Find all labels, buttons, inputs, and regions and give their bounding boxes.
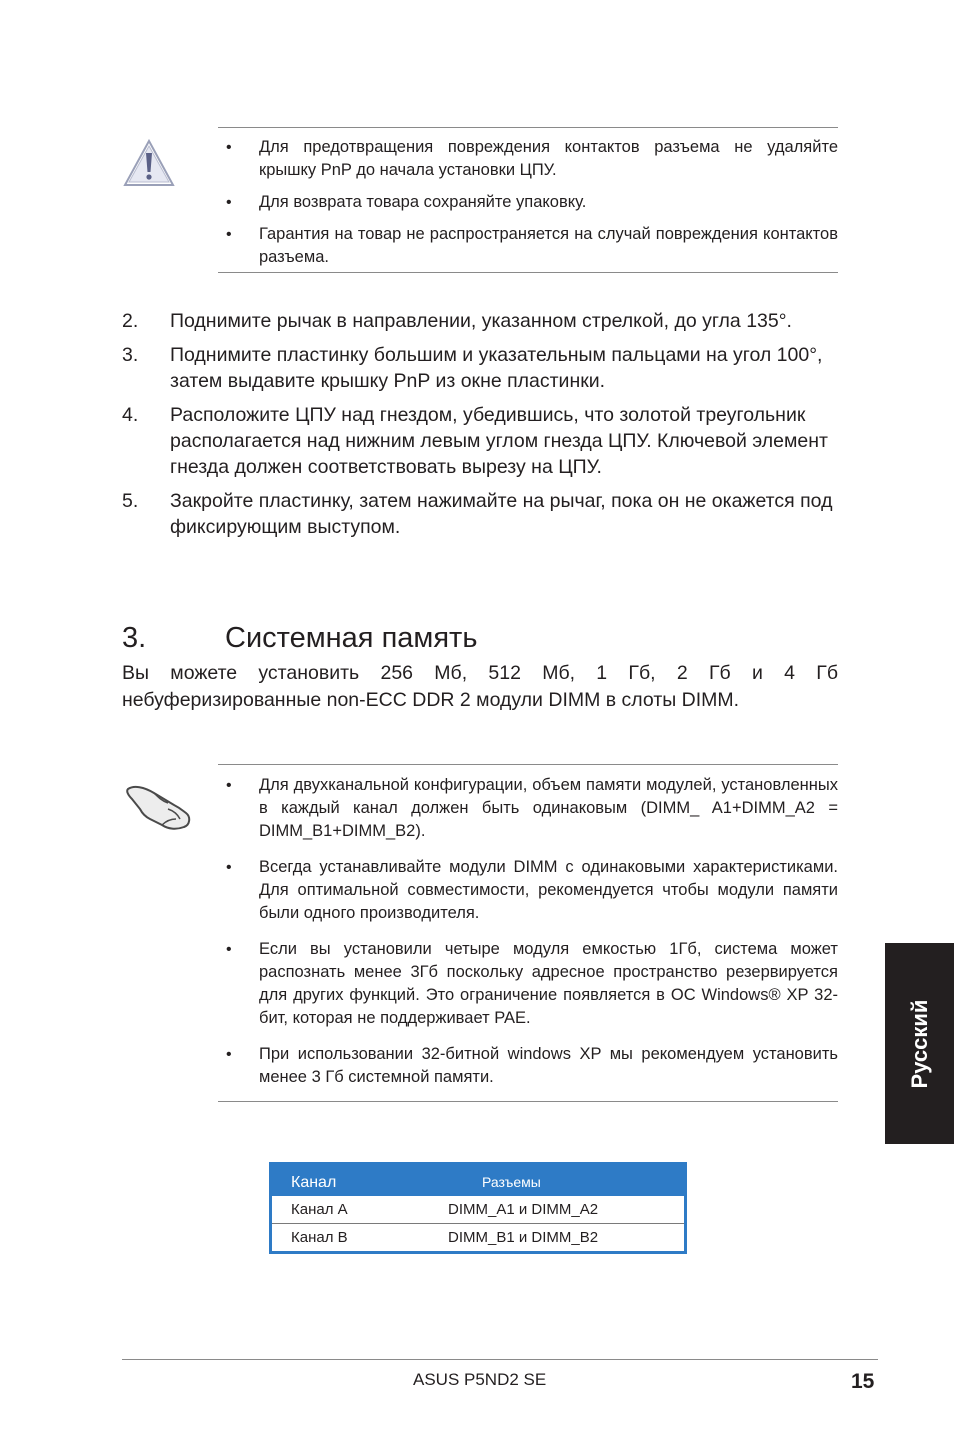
- table-cell: DIMM_A1 и DIMM_A2: [448, 1201, 599, 1218]
- table-row: [272, 1196, 684, 1223]
- intro-line: небуферизированные non-ECC DDR 2 модули DIMM в слоты DIMM.: [122, 689, 740, 711]
- section-title: Системная память: [225, 622, 478, 654]
- page-number: 15: [851, 1370, 875, 1393]
- intro-line: Вы можете установить 256 Мб, 512 Мб, 1 Гб, 2 Гб и 4 Гб: [122, 662, 838, 684]
- table-cell: Канал A: [291, 1201, 348, 1218]
- table-cell: DIMM_B1 и DIMM_B2: [448, 1229, 599, 1246]
- footer-model: ASUS P5ND2 SE: [413, 1370, 547, 1389]
- step-number: 2.: [122, 310, 139, 332]
- warning-text: Гарантия на товар не распространяется на случай повреждения контактов разъема.: [259, 225, 838, 266]
- step-item: [122, 308, 838, 334]
- list-item: • Если вы установили четыре модуля емкостью 1Гб, система может распознать менее 3Гб поскольку адресное пространство резервируется для других функций. Это ограничение появляется в ОС Windows® XP 32-бит, которая не поддерживает PAE.: [226, 940, 838, 1027]
- note-text: При использовании 32-битной windows XP мы рекомендуем установить менее 3 Гб системной памяти.: [259, 1045, 838, 1086]
- warning-text: Для предотвращения повреждения контактов разъема не удаляйте крышку PnP до начала установки ЦПУ.: [259, 138, 838, 179]
- step-item: [122, 402, 838, 480]
- warning-bottom-rule: [218, 272, 838, 273]
- step-text: Расположите ЦПУ над гнездом, убедившись, что золотой треугольник располагается над нижним левым углом гнезда ЦПУ. Ключевой элемент гнезда должен соответствовать вырезу на ЦПУ.: [170, 404, 828, 478]
- list-item: • Всегда устанавливайте модули DIMM с одинаковыми характеристиками. Для оптимальной совместимости, рекомендуется чтобы модули памяти были одного производителя.: [226, 858, 838, 922]
- note-top-rule: [218, 764, 838, 765]
- language-tab-label: Русский: [906, 999, 932, 1088]
- step-number: 4.: [122, 404, 139, 426]
- step-item: [122, 342, 838, 394]
- dimm-channel-table: [269, 1162, 687, 1254]
- section-number: 3.: [122, 622, 147, 654]
- table-row: [272, 1224, 684, 1251]
- table-body: [272, 1196, 684, 1251]
- pointing-hand-icon: [124, 779, 194, 833]
- step-number: 3.: [122, 344, 139, 366]
- column-header-channel: Канал: [291, 1174, 337, 1191]
- list-item: • Для возврата товара сохраняйте упаковку.: [226, 193, 587, 211]
- step-text: Закройте пластинку, затем нажимайте на рычаг, пока он не окажется под фиксирующим выступом.: [170, 490, 833, 538]
- note-list: [218, 774, 838, 1102]
- note-text: Для двухканальной конфигурации, объем памяти модулей, установленных в каждый канал должен быть одинаковым (DIMM_ A1+DIMM_A2 = DIMM_B1+DIMM_B2).: [259, 776, 838, 840]
- list-item: • Для двухканальной конфигурации, объем памяти модулей, установленных в каждый канал должен быть одинаковым (DIMM_ A1+DIMM_A2 = DIMM_B1+DIMM_B2).: [226, 776, 838, 840]
- step-number: 5.: [122, 490, 139, 512]
- step-text: Поднимите рычак в направлении, указанном стрелкой, до угла 135°.: [170, 310, 792, 332]
- warning-list: [218, 136, 838, 278]
- list-item: • Гарантия на товар не распространяется на случай повреждения контактов разъема.: [226, 225, 838, 266]
- warning-triangle-icon: [122, 137, 176, 191]
- table-cell: Канал B: [291, 1229, 348, 1246]
- warning-text: Для возврата товара сохраняйте упаковку.: [259, 193, 587, 211]
- list-item: • При использовании 32-битной windows XP мы рекомендуем установить менее 3 Гб системной памяти.: [226, 1045, 838, 1086]
- column-header-slots: Разъемы: [482, 1174, 541, 1190]
- section-heading: [122, 620, 477, 656]
- note-text: Если вы установили четыре модуля емкостью 1Гб, система может распознать менее 3Гб поскольку адресное пространство резервируется для других функций. Это ограничение появляется в ОС Windows® XP 32-бит, которая не поддерживает PAE.: [259, 940, 838, 1027]
- note-text: Всегда устанавливайте модули DIMM с одинаковыми характеристиками. Для оптимальной совместимости, рекомендуется чтобы модули памяти были одного производителя.: [259, 858, 838, 922]
- table-header: [269, 1162, 687, 1196]
- step-list: [122, 308, 838, 548]
- warning-top-rule: [218, 127, 838, 128]
- step-item: [122, 488, 838, 540]
- section-intro: [122, 660, 838, 714]
- footer-rule: [122, 1359, 878, 1360]
- note-bottom-rule: [218, 1101, 838, 1102]
- list-item: • Для предотвращения повреждения контактов разъема не удаляйте крышку PnP до начала установки ЦПУ.: [226, 138, 838, 179]
- step-text: Поднимите пластинку большим и указательным пальцами на угол 100°, затем выдавите крышку PnP из окне пластинки.: [170, 344, 823, 392]
- language-tab: [885, 943, 954, 1144]
